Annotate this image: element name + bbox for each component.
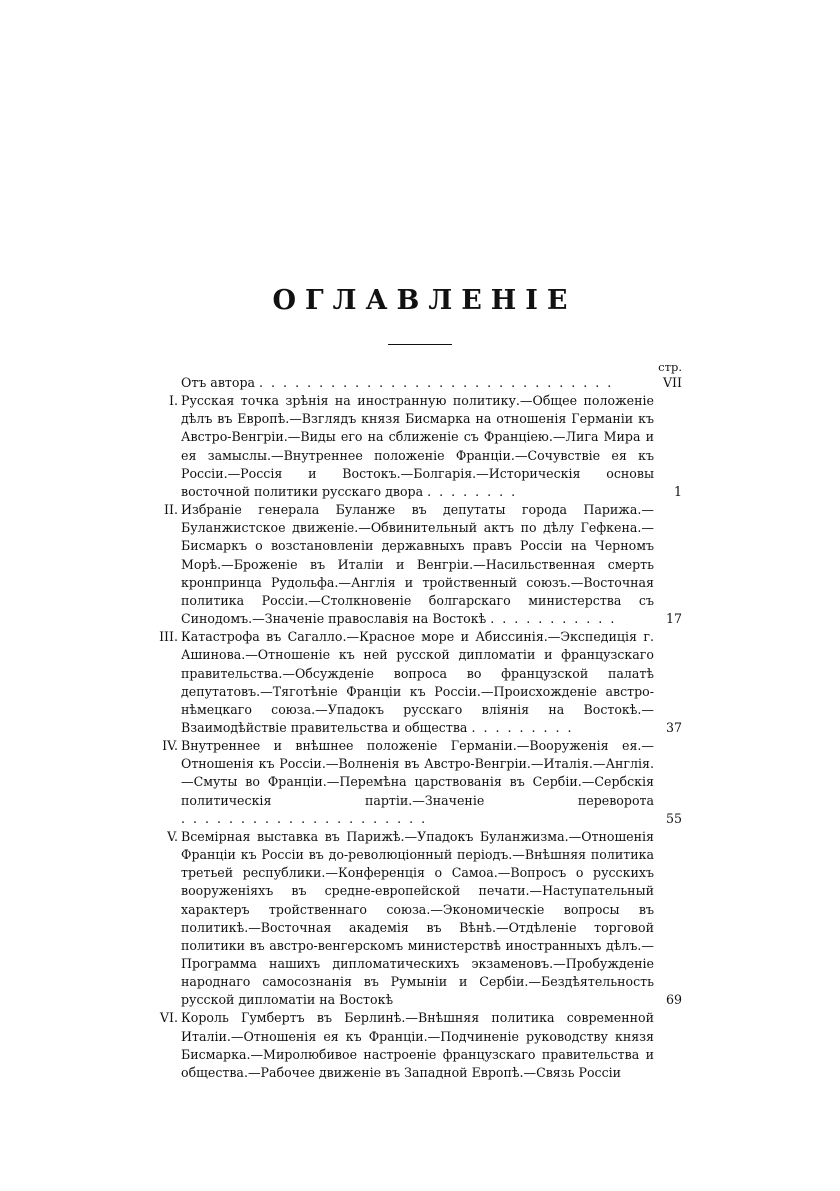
toc-entry-chapter-3: [150, 628, 690, 737]
entry-page: 37: [665, 719, 682, 735]
toc-entry-chapter-1: [150, 392, 690, 501]
entry-number: I.: [169, 393, 178, 409]
entry-text: Отъ автора . . . . . . . . . . . . . . . . . . . . . . . . . . . . . .: [181, 375, 614, 390]
entry-page: 69: [665, 992, 682, 1008]
dot-leader: . . . . . . . . . . . . . . . . . . . . . . . . . . . . . .: [259, 375, 614, 390]
entry-number: VI.: [159, 1010, 178, 1026]
dot-leader: . . . . . . . . . . .: [490, 611, 617, 627]
entry-page: 17: [665, 611, 682, 627]
toc-entry-preface: [150, 374, 690, 392]
entry-text: Катастрофа въ Сагалло.—Красное море и Абиссинія.—Экспедиція г. Ашинова.—Отношеніе къ ней русской дипломатіи и французскаго правительства.—Обсужденіе вопроса во французской палатѣ депутатовъ.—Тяготѣніе Франціи къ Россіи.—Происхожденіе австро-нѣмецкаго союза.—Упадокъ русскаго вліянія на Востокѣ.—Взаимодѣйствіе правительства и общества . . . . . . . . .: [181, 629, 654, 735]
entry-text: Всемірная выставка въ Парижѣ.—Упадокъ Буланжизма.—Отношенія Франціи къ Россіи въ до-революціонный періодъ.—Внѣшняя политика третьей республики.—Конференція о Самоа.—Вопросъ о русскихъ вооруженіяхъ въ средне-европейской печати.—Наступательный характеръ тройственнаго союза.—Экономическіе вопросы въ политикѣ.—Восточная академія въ Вѣнѣ.—Отдѣленіе торговой политики въ австро-венгерскомъ министерствѣ иностранныхъ дѣлъ.—Программа нашихъ дипломатическихъ экзаменовъ.—Пробужденіе народнаго самосознанія въ Румыніи и Сербіи.—Бездѣятельность русской дипломатіи на Востокѣ: [181, 828, 654, 1008]
title-rule: [388, 344, 452, 345]
entry-text: Король Гумбертъ въ Берлинѣ.—Внѣшняя политика современной Италіи.—Отношенія ея къ Франціи.—Подчиненіе руководству князя Бисмарка.—Миролюбивое настроеніе французскаго правительства и общества.—Рабочее движеніе въ Западной Европѣ.—Связь Россіи: [181, 1010, 654, 1080]
entry-text: Избраніе генерала Буланже въ депутаты города Парижа.—Буланжистское движеніе.—Обвинительный актъ по дѣлу Гефкена.—Бисмаркъ о возстановленіи державныхъ правъ Россіи на Черномъ Морѣ.—Броженіе въ Италіи и Венгріи.—Насильственная смерть кронпринца Рудольфа.—Англія и тройственный союзъ.—Восточная политика Россіи.—Столкновеніе болгарскаго министерства съ Синодомъ.—Значеніе православія на Востокѣ . . . . . . . . . . .: [181, 502, 654, 627]
entry-page: 1: [673, 483, 682, 499]
toc-entry-chapter-6: [150, 1009, 690, 1082]
entry-page: 55: [665, 810, 682, 826]
entry-number: II.: [164, 502, 178, 518]
entry-number: III.: [159, 629, 178, 645]
entry-text: Русская точка зрѣнія на иностранную политику.—Общее положеніе дѣлъ въ Европѣ.—Взглядъ князя Бисмарка на отношенія Германіи къ Австро-Венгріи.—Виды его на сближеніе съ Франціею.—Лига Мира и ея замыслы.—Внутреннее положеніе Франціи.—Сочувствіе ея къ Россіи.—Россія и Востокъ.—Болгарія.—Историческія основы восточной политики русскаго двора . . . . . . . .: [181, 393, 654, 499]
dot-leader: . . . . . . . .: [427, 483, 518, 499]
toc-entry-chapter-2: [150, 501, 690, 628]
entry-number: IV.: [162, 738, 178, 754]
entry-text: Внутреннее и внѣшнее положеніе Германіи.—Вооруженія ея.—Отношенія къ Россіи.—Волненія въ Австро-Венгріи.—Италія.—Англія.—Смуты во Франціи.—Перемѣна царствованія въ Сербіи.—Сербскія политическія партіи.—Значеніе переворота . . . . . . . . . . . . . . . . . . . . .: [181, 738, 654, 826]
page-column-label: стр.: [658, 360, 682, 374]
page-title: ОГЛАВЛЕНIЕ: [272, 285, 577, 316]
toc-entry-chapter-4: [150, 737, 690, 828]
dot-leader: . . . . . . . . . . . . . . . . . . . . .: [181, 810, 428, 826]
entry-page: VII: [662, 375, 682, 390]
page-column-header: [150, 356, 690, 374]
dot-leader: . . . . . . . . .: [471, 719, 574, 735]
entry-number: V.: [167, 828, 178, 844]
toc-entry-chapter-5: [150, 828, 690, 1010]
table-of-contents: [150, 356, 690, 1082]
